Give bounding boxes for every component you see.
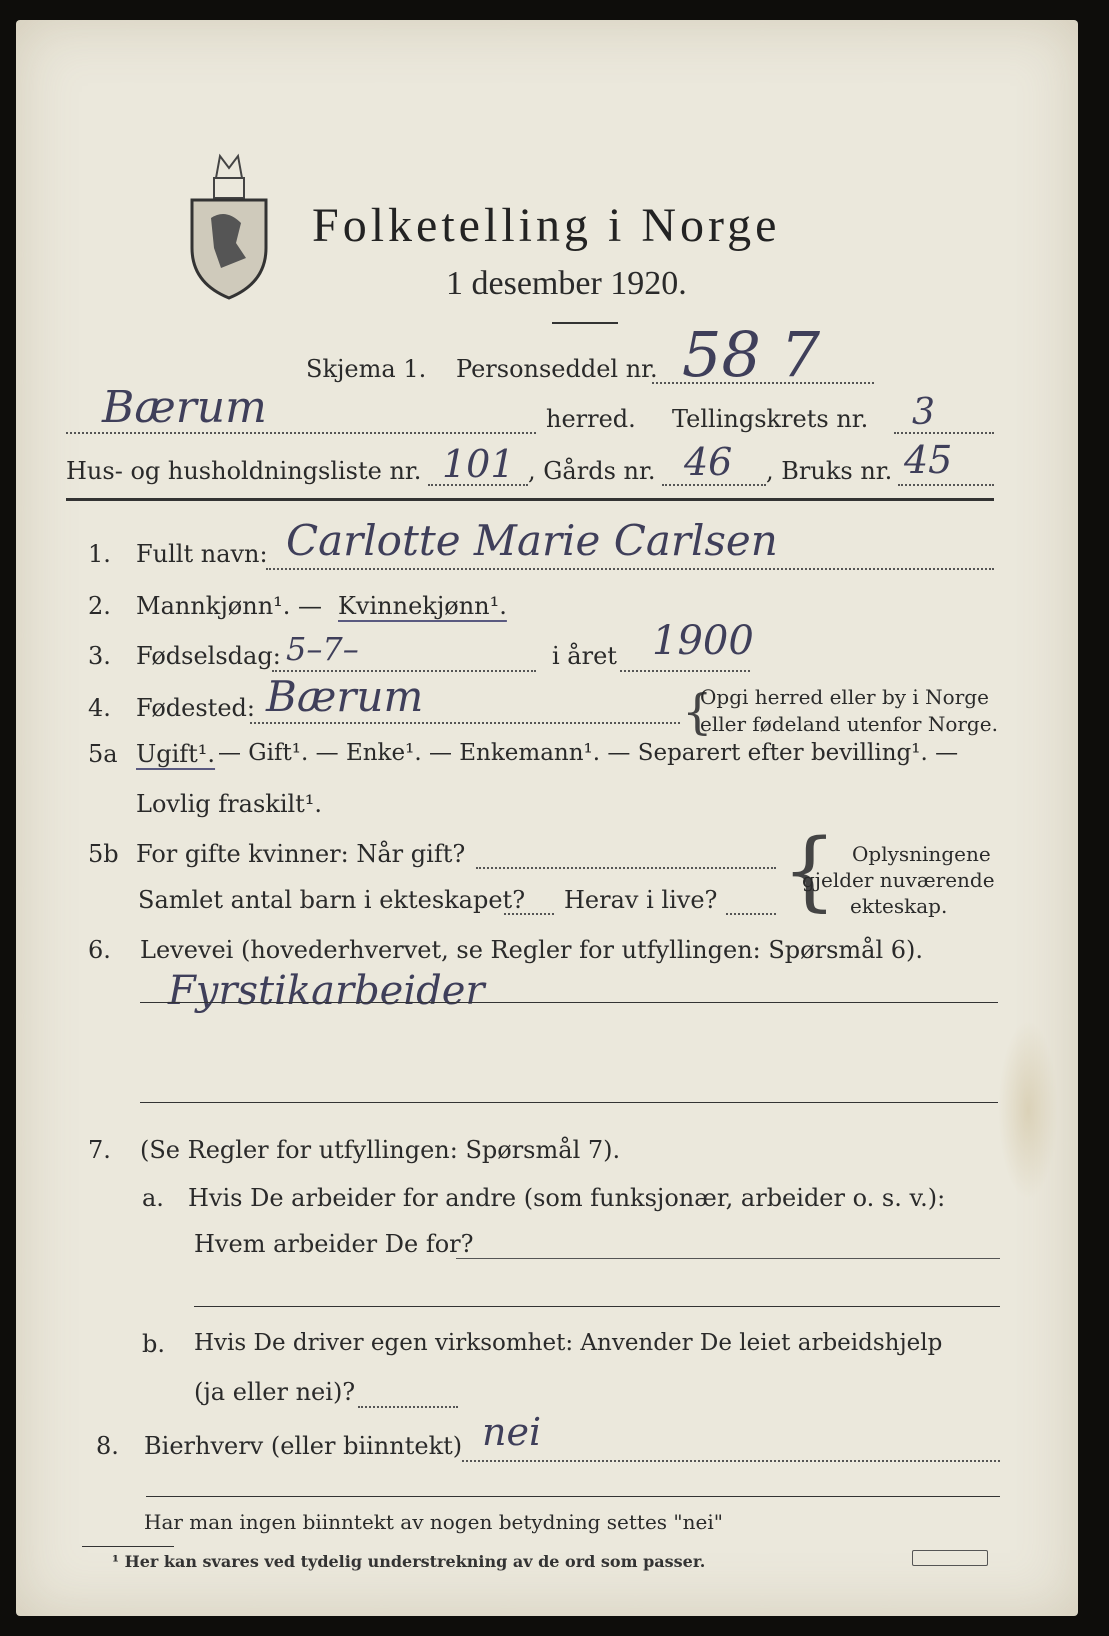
gards-value: 46 (684, 440, 733, 484)
q7b-text-2: (ja eller nei)? (194, 1378, 356, 1406)
q7b-text: Hvis De driver egen virksomhet: Anvender De leiet arbeidshjelp (194, 1330, 943, 1356)
census-date: 1 desember 1920. (446, 265, 687, 302)
bruks-line (898, 484, 994, 486)
q7-label: (Se Regler for utfyllingen: Spørsmål 7). (140, 1136, 621, 1164)
q3-year-label: i året (552, 642, 617, 670)
personseddel-value: 58 7 (682, 318, 821, 391)
q7a-letter: a. (142, 1184, 164, 1212)
q5b-children-line (504, 913, 554, 915)
tellingskrets-line (894, 432, 994, 434)
q5a-fraskilt: Lovlig fraskilt¹. (136, 790, 323, 818)
q7a-text-2: Hvem arbeider De for? (194, 1230, 474, 1258)
q4-line (250, 722, 680, 724)
q6-number: 6. (88, 936, 111, 964)
q3-number: 3. (88, 642, 111, 670)
q7a-text: Hvis De arbeider for andre (som funksjonær, arbeider o. s. v.): (188, 1184, 946, 1212)
gards-label: , Gårds nr. (528, 457, 656, 485)
husliste-value: 101 (442, 442, 515, 486)
q7-number: 7. (88, 1136, 111, 1164)
q5a-number: 5a (88, 740, 118, 768)
q5b-alive-line (726, 913, 776, 915)
q5a-ugift: Ugift¹. (136, 740, 216, 768)
q6-value: Fyrstikarbeider (168, 968, 485, 1014)
q1-number: 1. (88, 540, 111, 568)
q7a-line (456, 1258, 1000, 1259)
form-title: Folketelling i Norge (312, 199, 781, 252)
q3-value: 5–7– (286, 630, 359, 668)
q4-note-2: eller fødeland utenfor Norge. (700, 712, 998, 736)
q3-year-value: 1900 (652, 618, 754, 664)
herred-label: herred. (546, 405, 636, 433)
title-divider (552, 322, 618, 324)
q7a-line-2 (194, 1306, 1000, 1307)
q5b-when-line (476, 867, 776, 869)
q4-note-1: Opgi herred eller by i Norge (700, 685, 989, 709)
q5b-note-3: ekteskap. (850, 894, 948, 918)
norway-coat-of-arms-icon (186, 148, 272, 300)
header-divider (66, 498, 994, 501)
q1-value: Carlotte Marie Carlsen (286, 516, 778, 565)
q8-line (462, 1460, 1000, 1462)
q2-male: Mannkjønn¹. — (136, 592, 323, 620)
q1-line (266, 568, 994, 570)
q4-number: 4. (88, 694, 111, 722)
q5a-options: — Gift¹. — Enke¹. — Enkemann¹. — Separert efter bevilling¹. — (218, 740, 959, 766)
q8-number: 8. (96, 1432, 119, 1460)
q8-value: nei (482, 1410, 542, 1454)
q3-label: Fødselsdag: (136, 642, 281, 670)
q7b-letter: b. (142, 1330, 165, 1358)
q5b-brace: { (782, 821, 837, 921)
printer-stamp (912, 1550, 988, 1566)
q4-label: Fødested: (136, 694, 255, 722)
q5b-number: 5b (88, 840, 119, 868)
bruks-label: , Bruks nr. (766, 457, 893, 485)
q6-line-2 (140, 1102, 998, 1103)
q8-line-2 (146, 1496, 1000, 1497)
q5b-note-1: Oplysningene (852, 842, 991, 866)
q6-label: Levevei (hovederhvervet, se Regler for utfyllingen: Spørsmål 6). (140, 936, 924, 964)
husliste-label: Hus- og husholdningsliste nr. (66, 457, 422, 485)
gards-line (662, 484, 766, 486)
q4-value: Bærum (266, 672, 424, 721)
q8-note: Har man ingen biinntekt av nogen betydning settes "nei" (144, 1510, 723, 1534)
footnote: ¹ Her kan svares ved tydelig understrekning av de ord som passer. (112, 1552, 706, 1571)
q5b-label-children: Samlet antal barn i ekteskapet? (138, 886, 526, 914)
herred-line (66, 432, 536, 434)
herred-value: Bærum (102, 382, 267, 433)
q5b-label-when: For gifte kvinner: Når gift? (136, 840, 466, 868)
census-form (16, 20, 1078, 1616)
bruks-value: 45 (904, 438, 953, 482)
tellingskrets-label: Tellingskrets nr. (672, 405, 869, 433)
q5b-note-2: gjelder nuværende (802, 868, 995, 892)
q5b-label-alive: Herav i live? (564, 886, 718, 914)
q1-label: Fullt navn: (136, 540, 268, 568)
q7b-line (358, 1406, 458, 1408)
q6-line-1 (140, 1002, 998, 1003)
personseddel-label: Personseddel nr. (456, 355, 658, 383)
q3-year-line (620, 670, 750, 672)
q8-label: Bierhverv (eller biinntekt) (144, 1432, 463, 1460)
tellingskrets-value: 3 (912, 392, 935, 433)
schema-label: Skjema 1. (306, 355, 427, 383)
q4-brace: { (682, 684, 713, 740)
q2-female: Kvinnekjønn¹. (338, 592, 507, 620)
footnote-divider (82, 1546, 174, 1547)
q2-number: 2. (88, 592, 111, 620)
